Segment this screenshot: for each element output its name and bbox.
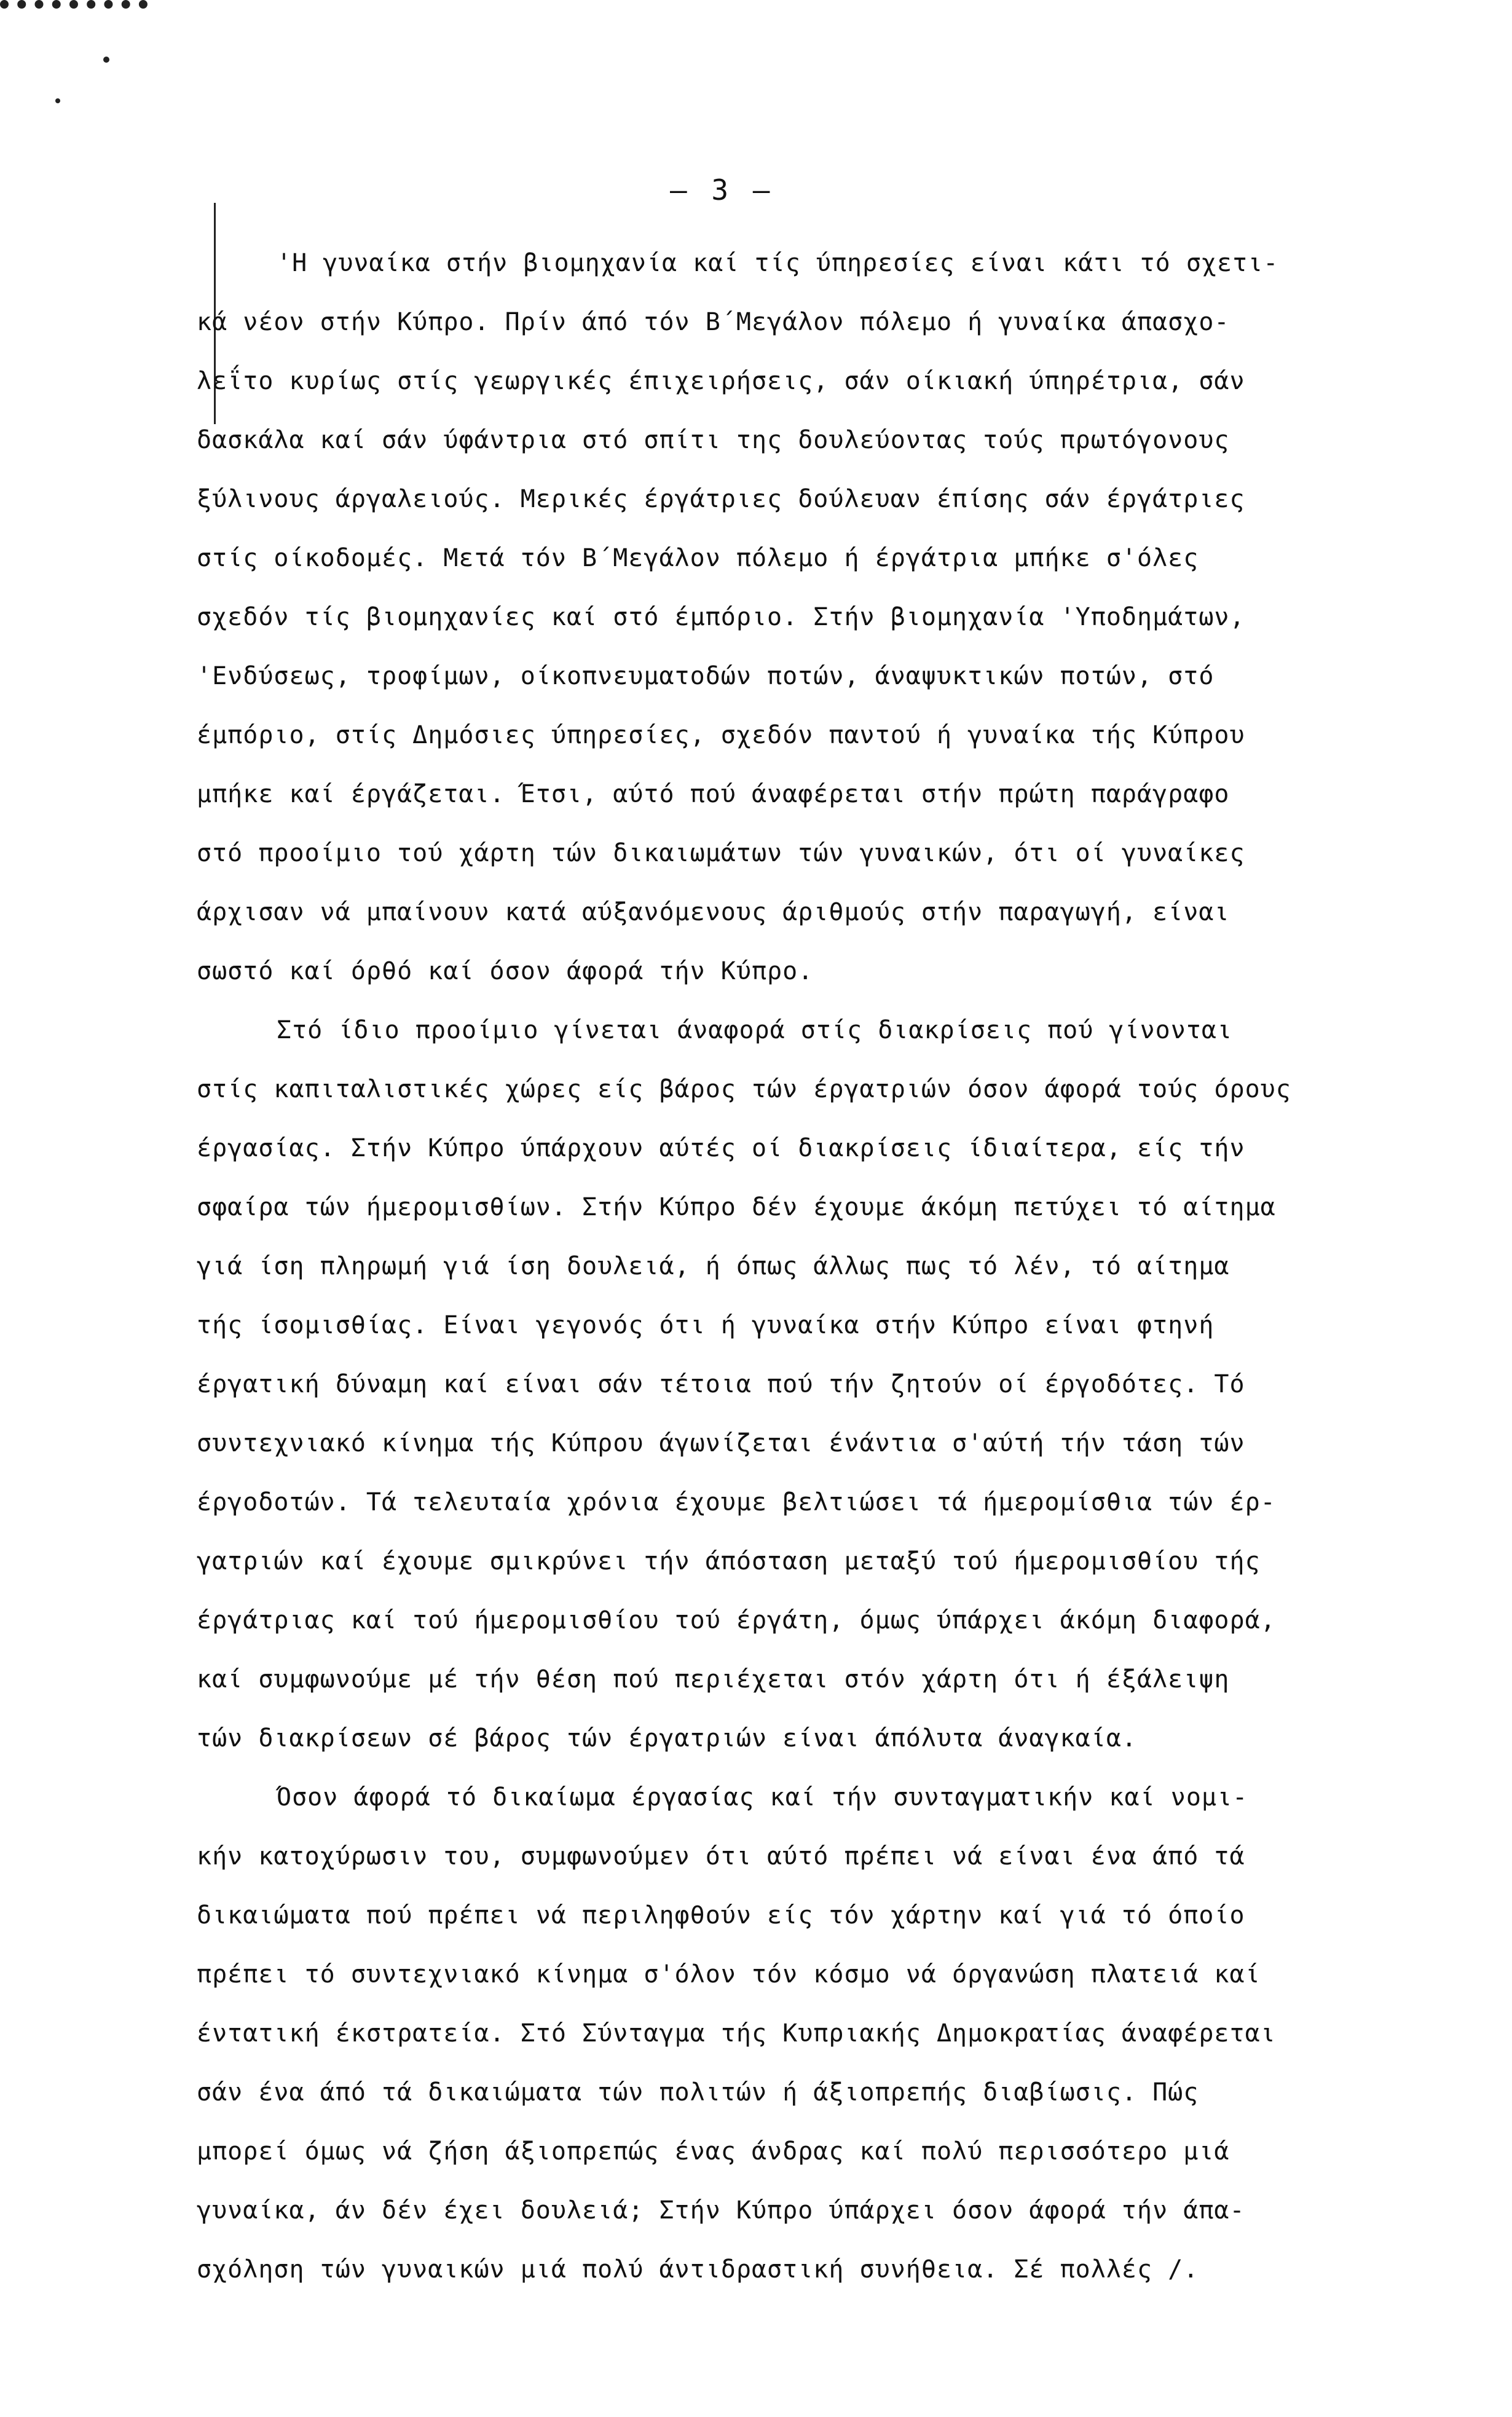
text-line: δικαιώματα πού πρέπει νά περιληφθούν είς τόν χάρτην καί γιά τό όποίο [197, 1901, 1245, 1930]
text-line: ξύλινους άργαλειούς. Μερικές έργάτριες δούλευαν έπίσης σάν έργάτριες [197, 485, 1245, 513]
text-line: σφαίρα τών ήμερομισθίων. Στήν Κύπρο δέν έχουμε άκόμη πετύχει τό αίτημα [197, 1193, 1276, 1221]
text-line: γατριών καί έχουμε σμικρύνει τήν άπόσταση μεταξύ τού ήμερομισθίου τής [197, 1547, 1261, 1575]
text-line: έμπόριο, στίς Δημόσιες ύπηρεσίες, σχεδόν παντού ή γυναίκα τής Κύπρου [197, 721, 1245, 749]
scan-speck [55, 98, 60, 103]
text-line: μπήκε καί έργάζεται. Έτσι, αύτό πού άναφέρεται στήν πρώτη παράγραφο [197, 780, 1230, 808]
page-number: — 3 — [670, 173, 774, 207]
text-line: συντεχνιακό κίνημα τής Κύπρου άγωνίζεται ένάντια σ'αύτή τήν τάση τών [197, 1429, 1245, 1457]
text-line: 'Η γυναίκα στήν βιομηχανία καί τίς ύπηρεσίες είναι κάτι τό σχετι- [277, 249, 1279, 277]
text-line: έντατική έκστρατεία. Στό Σύνταγμα τής Κυπριακής Δημοκρατίας άναφέρεται [197, 2019, 1276, 2048]
scan-speck [103, 57, 109, 63]
text-line: κά νέον στήν Κύπρο. Πρίν άπό τόν Β΄Μεγάλον πόλεμο ή γυναίκα άπασχο- [197, 308, 1230, 336]
text-line: γυναίκα, άν δέν έχει δουλειά; Στήν Κύπρο ύπάρχει όσον άφορά τήν άπα- [197, 2196, 1245, 2225]
text-line: έργάτριας καί τού ήμερομισθίου τού έργάτη, όμως ύπάρχει άκόμη διαφορά, [197, 1606, 1276, 1634]
text-line: 'Ενδύσεως, τροφίμων, οίκοπνευματοδών ποτών, άναψυκτικών ποτών, στό [197, 662, 1215, 690]
text-line: δασκάλα καί σάν ύφάντρια στό σπίτι της δουλεύοντας τούς πρωτόγονους [197, 426, 1230, 454]
text-line: έργοδοτών. Τά τελευταία χρόνια έχουμε βελτιώσει τά ήμερομίσθια τών έρ- [197, 1488, 1276, 1516]
text-line: κήν κατοχύρωσιν του, συμφωνούμεν ότι αύτό πρέπει νά είναι ένα άπό τά [197, 1842, 1245, 1871]
text-line: πρέπει τό συντεχνιακό κίνημα σ'όλον τόν κόσμο νά όργανώση πλατειά καί [197, 1960, 1261, 1989]
text-line: έργατική δύναμη καί είναι σάν τέτοια πού τήν ζητούν οί έργοδότες. Τό [197, 1370, 1245, 1398]
text-line: γιά ίση πληρωμή γιά ίση δουλειά, ή όπως άλλως πως τό λέν, τό αίτημα [197, 1252, 1230, 1280]
paragraph-2 [197, 1001, 1401, 1768]
paragraph-3 [197, 1768, 1401, 2299]
text-line: σωστό καί όρθό καί όσον άφορά τήν Κύπρο. [197, 957, 814, 985]
text-line: έργασίας. Στήν Κύπρο ύπάρχουν αύτές οί διακρίσεις ίδιαίτερα, είς τήν [197, 1134, 1245, 1162]
text-line: λεΐτο κυρίως στίς γεωργικές έπιχειρήσεις, σάν οίκιακή ύπηρέτρια, σάν [197, 367, 1245, 395]
text-line: σάν ένα άπό τά δικαιώματα τών πολιτών ή άξιοπρεπής διαβίωσις. Πώς [197, 2078, 1199, 2107]
text-line: Όσον άφορά τό δικαίωμα έργασίας καί τήν συνταγματικήν καί νομι- [277, 1783, 1248, 1812]
text-line: σχόληση τών γυναικών μιά πολύ άντιδραστική συνήθεια. Σέ πολλές /. [197, 2255, 1199, 2284]
text-line: σχεδόν τίς βιομηχανίες καί στό έμπόριο. Στήν βιομηχανία 'Υποδημάτων, [197, 603, 1245, 631]
text-line: Στό ίδιο προοίμιο γίνεται άναφορά στίς διακρίσεις πού γίνονται [277, 1016, 1233, 1044]
scan-edge-marks [0, 0, 148, 45]
text-line: μπορεί όμως νά ζήση άξιοπρεπώς ένας άνδρας καί πολύ περισσότερο μιά [197, 2137, 1230, 2166]
text-line: στό προοίμιο τού χάρτη τών δικαιωμάτων τών γυναικών, ότι οί γυναίκες [197, 839, 1245, 867]
paragraph-1 [197, 234, 1401, 1001]
text-line: τής ίσομισθίας. Είναι γεγονός ότι ή γυναίκα στήν Κύπρο είναι φτηνή [197, 1311, 1215, 1339]
text-line: στίς καπιταλιστικές χώρες είς βάρος τών έργατριών όσον άφορά τούς όρους [197, 1075, 1291, 1103]
text-line: στίς οίκοδομές. Μετά τόν Β΄Μεγάλον πόλεμο ή έργάτρια μπήκε σ'όλες [197, 544, 1199, 572]
text-line: καί συμφωνούμε μέ τήν θέση πού περιέχεται στόν χάρτη ότι ή έξάλειψη [197, 1665, 1230, 1693]
text-line: τών διακρίσεων σέ βάρος τών έργατριών είναι άπόλυτα άναγκαία. [197, 1724, 1138, 1753]
text-line: άρχισαν νά μπαίνουν κατά αύξανόμενους άριθμούς στήν παραγωγή, είναι [197, 898, 1230, 926]
body-text [197, 234, 1401, 2299]
